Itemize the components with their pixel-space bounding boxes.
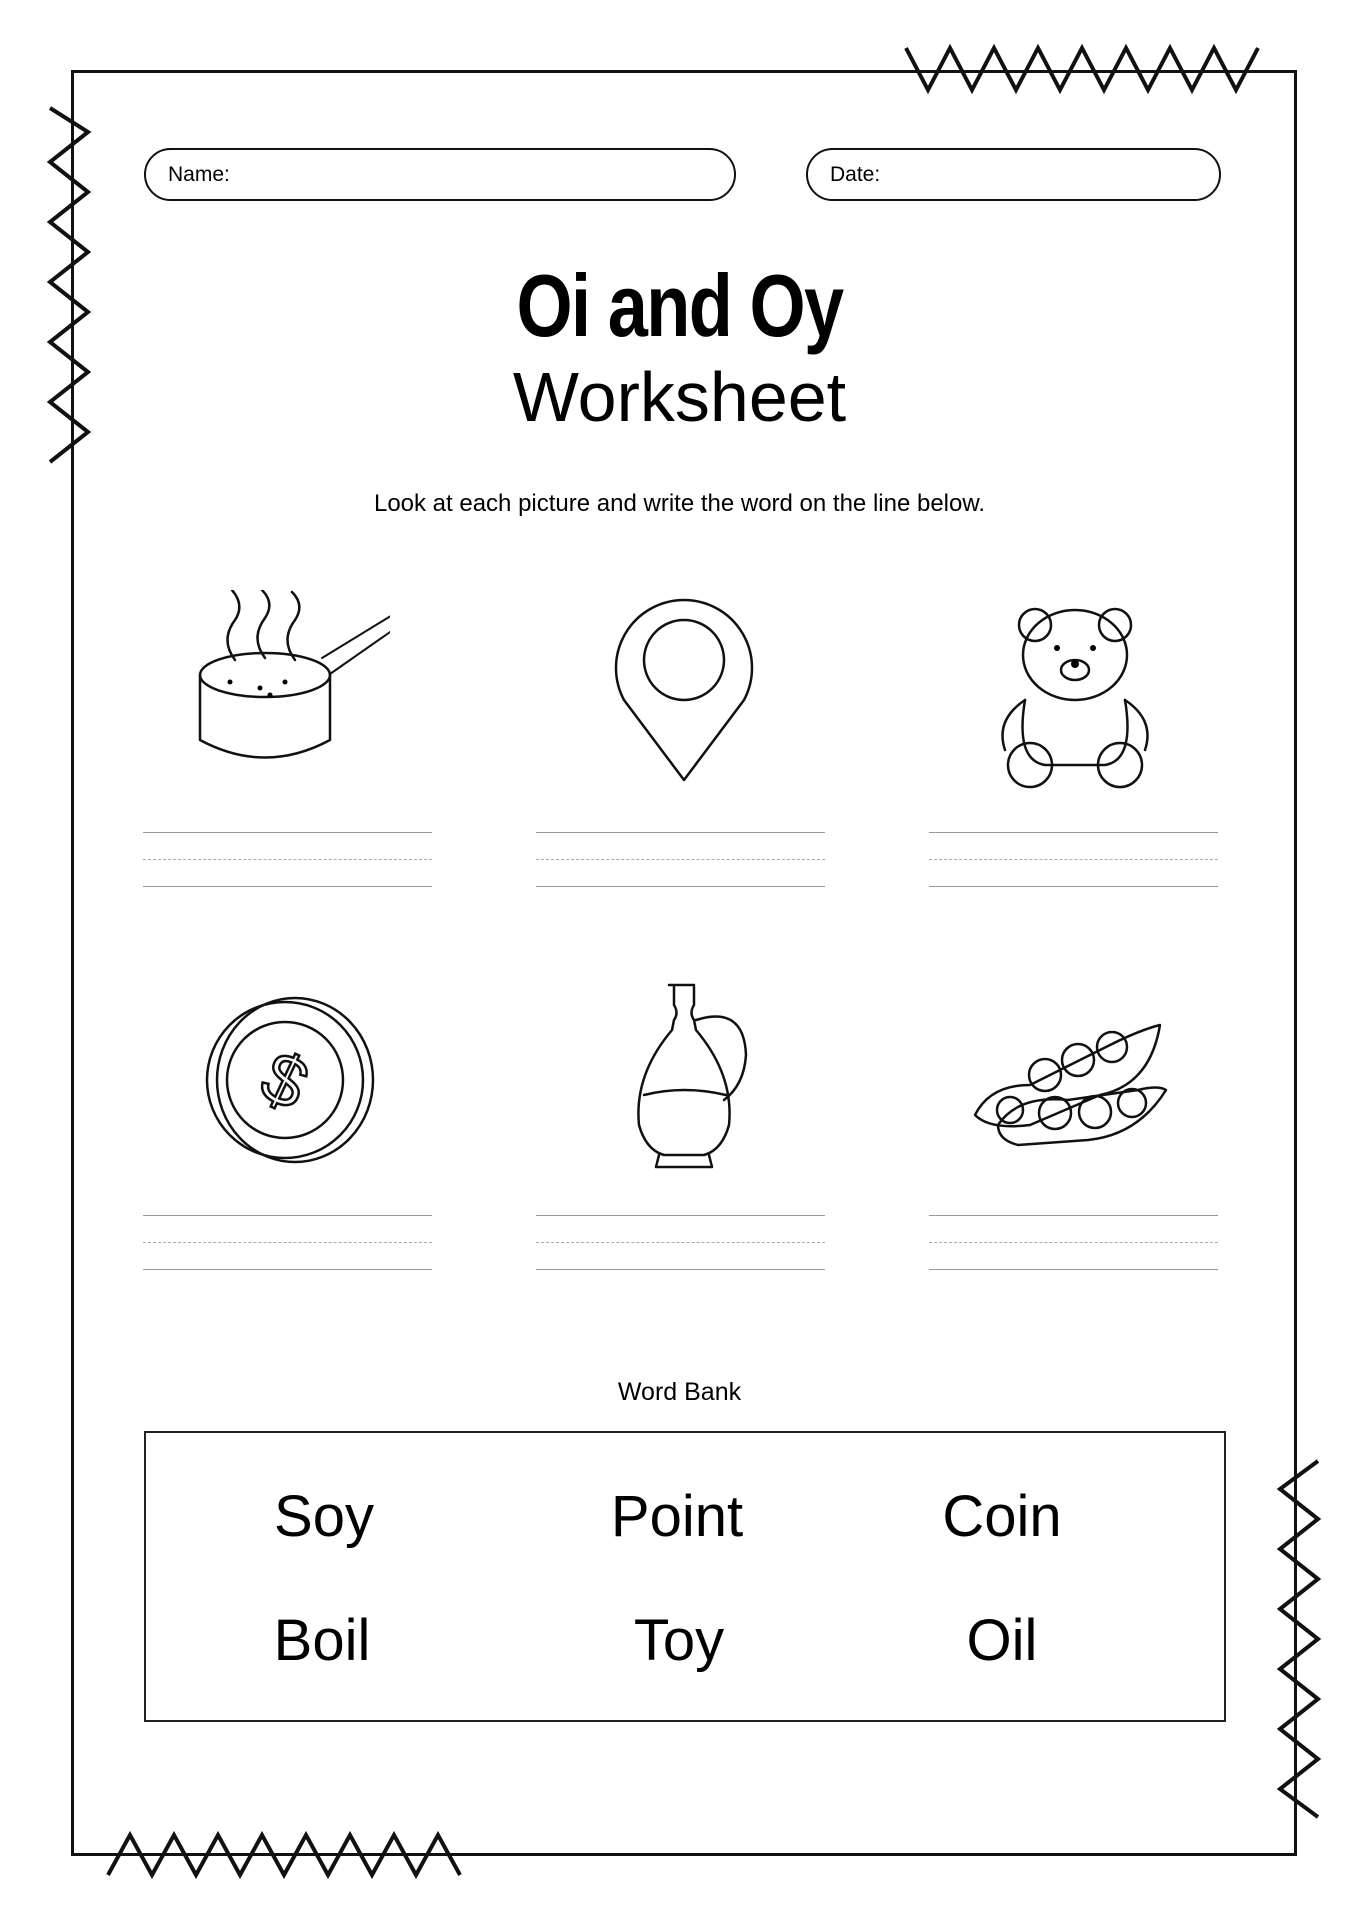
subtitle: Worksheet	[512, 358, 847, 436]
word-bank-box	[144, 1431, 1226, 1722]
answer-line-1[interactable]	[143, 832, 432, 888]
oil-jug-icon	[584, 975, 784, 1175]
teddy-bear-icon	[975, 590, 1175, 790]
title: Oi and Oy	[516, 256, 843, 355]
answer-line-3[interactable]	[929, 832, 1218, 888]
coin-icon	[190, 975, 390, 1175]
word-bank-word: Oil	[966, 1608, 1038, 1673]
date-field[interactable]	[806, 148, 1221, 201]
svg-text:$: $	[249, 1036, 320, 1126]
word-bank-word: Toy	[633, 1608, 725, 1673]
zigzag-decoration-bottom	[104, 1829, 468, 1879]
instructions: Look at each picture and write the word on the line below.	[373, 490, 986, 517]
name-field[interactable]	[144, 148, 736, 201]
zigzag-decoration-top	[900, 44, 1270, 96]
word-bank-word: Soy	[274, 1484, 374, 1549]
word-bank-word: Boil	[273, 1608, 371, 1673]
boiling-pot-icon	[190, 590, 390, 790]
soybean-pods-icon	[970, 975, 1170, 1175]
answer-line-2[interactable]	[536, 832, 825, 888]
location-pin-icon	[584, 590, 784, 790]
word-bank-label: Word Bank	[617, 1378, 742, 1406]
word-bank-word: Coin	[942, 1484, 1062, 1549]
word-bank-word: Point	[610, 1484, 744, 1549]
answer-line-6[interactable]	[929, 1215, 1218, 1271]
date-label: Date:	[830, 162, 881, 186]
zigzag-decoration-right	[1272, 1457, 1322, 1823]
answer-line-5[interactable]	[536, 1215, 825, 1271]
name-label: Name:	[168, 162, 230, 186]
answer-line-4[interactable]	[143, 1215, 432, 1271]
